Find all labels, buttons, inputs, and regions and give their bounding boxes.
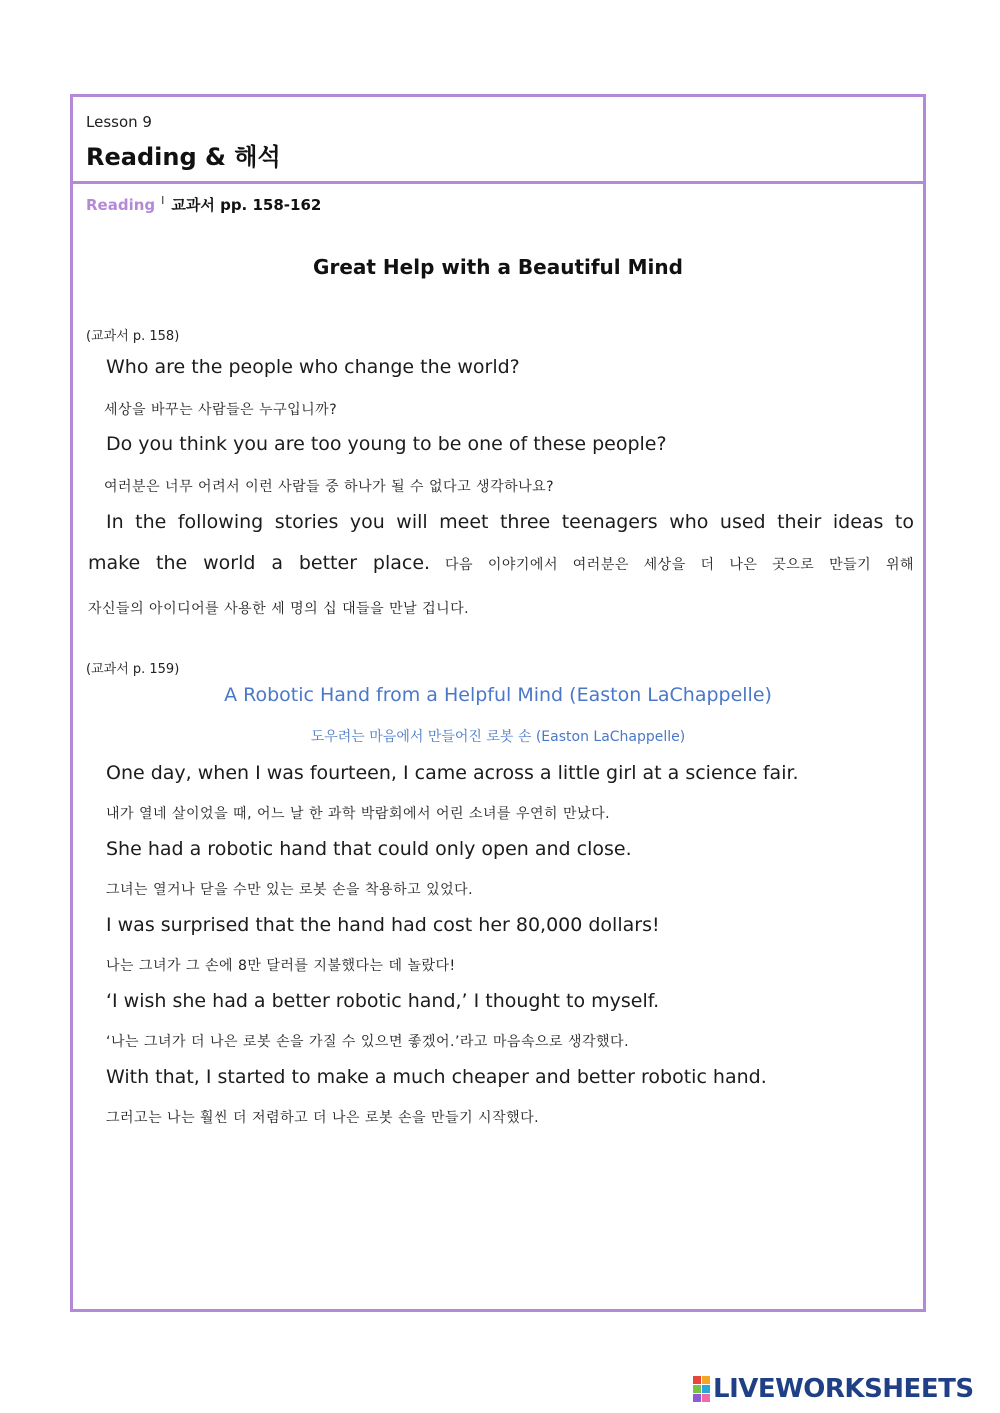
- korean-line: ‘나는 그녀가 더 나은 로봇 손을 가질 수 있으면 좋겠어.’라고 마음속으로 생각했다.: [106, 1034, 630, 1050]
- logo-square: [693, 1376, 701, 1384]
- live-logo-icon: [693, 1376, 710, 1402]
- english-line: I was surprised that the hand had cost her 80,000 dollars!: [106, 914, 660, 936]
- page-ref-159: (교과서 p. 159): [86, 662, 180, 677]
- english-line: Who are the people who change the world?: [106, 356, 520, 378]
- lesson-number: Lesson 9: [86, 113, 152, 131]
- section-heading: [86, 194, 321, 215]
- english-paragraph-line: In the following stories you will meet three teenagers who used their ideas to: [106, 511, 914, 533]
- korean-paragraph-line: 자신들의 아이디어를 사용한 세 명의 십 대들을 만날 겁니다.: [88, 601, 470, 617]
- english-line: With that, I started to make a much cheaper and better robotic hand.: [106, 1066, 767, 1088]
- subsection-title: A Robotic Hand from a Helpful Mind (Easton LaChappelle): [224, 684, 772, 706]
- mixed-paragraph-line: [88, 552, 914, 574]
- story-title: Great Help with a Beautiful Mind: [313, 255, 683, 279]
- logo-square: [702, 1385, 710, 1393]
- english-line: ‘I wish she had a better robotic hand,’ I thought to myself.: [106, 990, 660, 1012]
- korean-line: 그러고는 나는 훨씬 더 저렴하고 더 나은 로봇 손을 만들기 시작했다.: [106, 1110, 540, 1126]
- logo-square: [702, 1394, 710, 1402]
- korean-line: 여러분은 너무 어려서 이런 사람들 중 하나가 될 수 없다고 생각하나요?: [104, 479, 555, 495]
- liveworksheets-logo: [693, 1374, 974, 1404]
- textbook-pages: 교과서 pp. 158-162: [171, 196, 322, 214]
- logo-square: [702, 1376, 710, 1384]
- logo-text: LIVEWORKSHEETS: [713, 1374, 974, 1404]
- logo-square: [693, 1385, 701, 1393]
- korean-line: 그녀는 열거나 닫을 수만 있는 로봇 손을 착용하고 있었다.: [106, 882, 474, 898]
- english-text: make the world a better place.: [88, 552, 431, 574]
- english-line: She had a robotic hand that could only open and close.: [106, 838, 632, 860]
- english-line: One day, when I was fourteen, I came across a little girl at a science fair.: [106, 762, 799, 784]
- separator: I: [161, 194, 165, 207]
- subsection-title-translation: 도우려는 마음에서 만들어진 로봇 손 (Easton LaChappelle): [310, 729, 686, 745]
- korean-line: 내가 열네 살이었을 때, 어느 날 한 과학 박람회에서 어린 소녀를 우연히 만났다.: [106, 806, 611, 822]
- logo-square: [693, 1394, 701, 1402]
- korean-text: 다음 이야기에서 여러분은 세상을 더 나은 곳으로 만들기 위해: [445, 557, 914, 573]
- worksheet-frame: [70, 94, 926, 1312]
- english-line: Do you think you are too young to be one of these people?: [106, 433, 667, 455]
- reading-label: Reading: [86, 196, 156, 214]
- worksheet-header: [73, 97, 923, 184]
- korean-line: 세상을 바꾸는 사람들은 누구입니까?: [104, 402, 338, 418]
- worksheet-title: Reading & 해석: [86, 143, 281, 171]
- page-ref-158: (교과서 p. 158): [86, 329, 180, 344]
- korean-line: 나는 그녀가 그 손에 8만 달러를 지불했다는 데 놀랐다!: [106, 958, 456, 974]
